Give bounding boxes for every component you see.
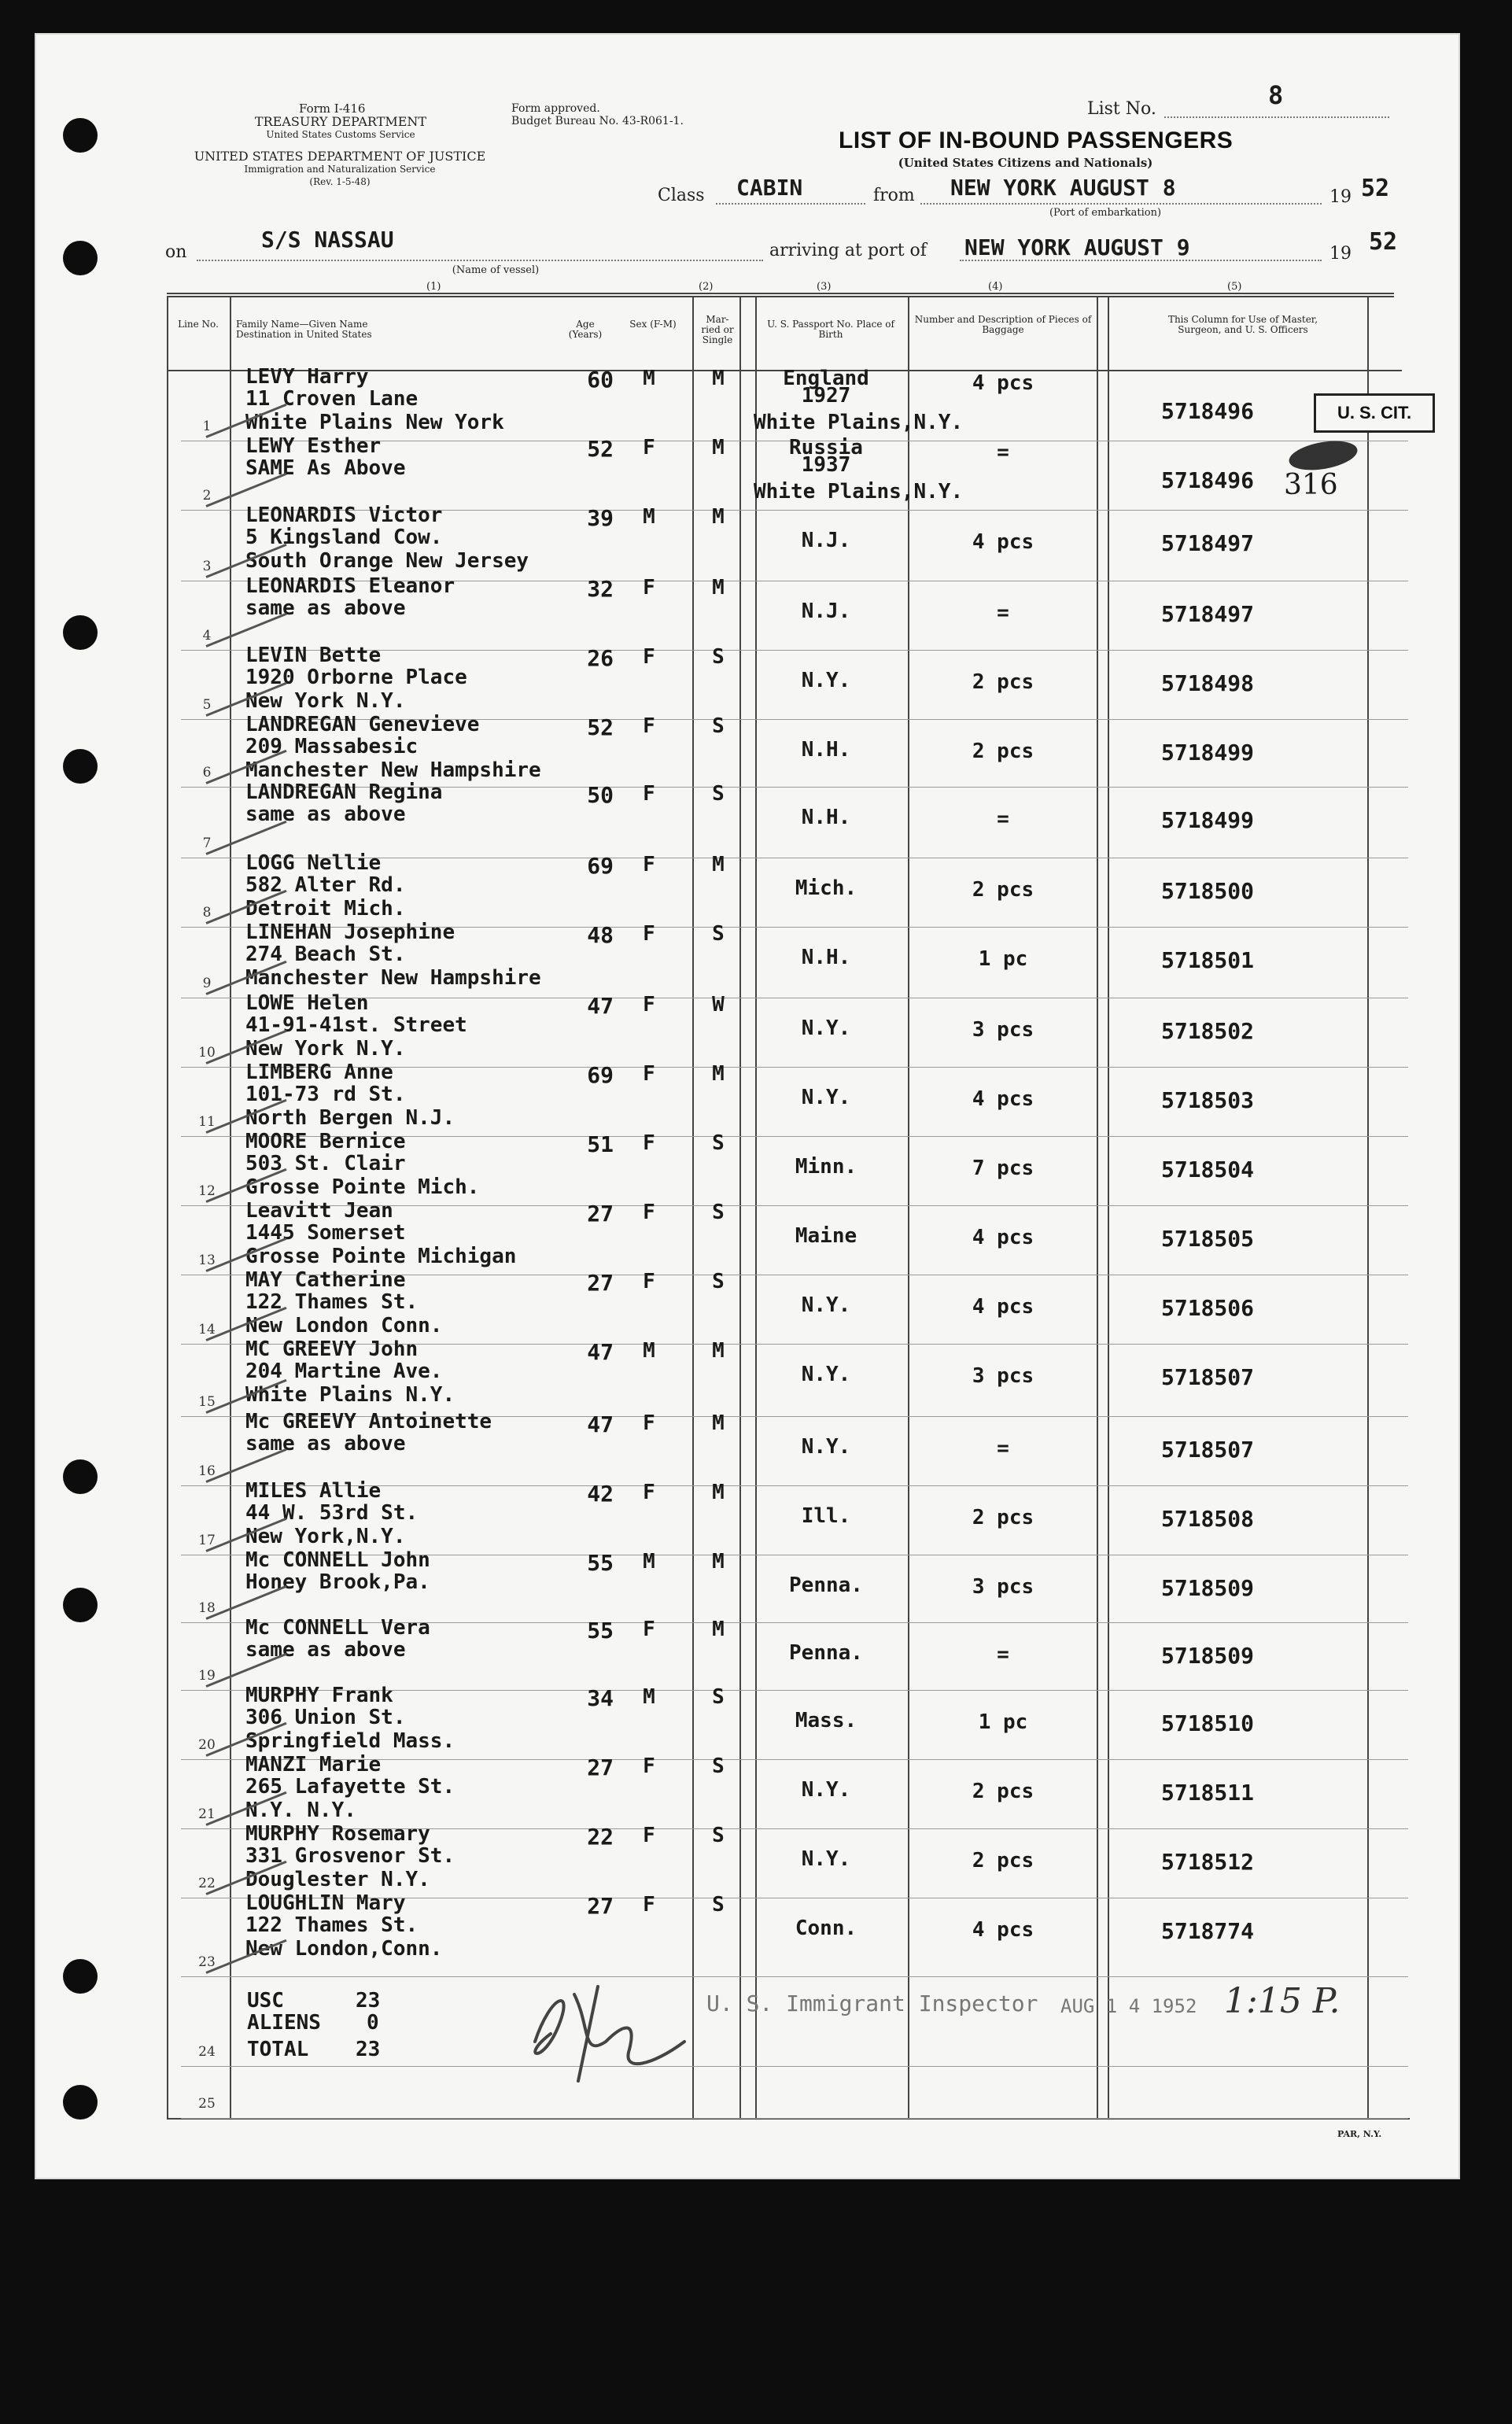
passenger-age: 26 [587,645,614,671]
passenger-name: MANZI Marie [245,1753,382,1776]
passport-number: 5718500 [1160,878,1254,904]
passenger-sex: F [643,1270,655,1293]
binder-hole [63,615,98,650]
row-line-number: 3 [202,559,212,574]
passport-number: 5718512 [1160,1849,1254,1875]
passenger-sex: F [643,853,655,876]
baggage-count: = [997,1643,1009,1666]
row-divider [181,2066,1408,2067]
passenger-age: 22 [587,1824,614,1850]
passenger-sex: F [643,436,655,459]
row-line-number: 14 [198,1322,216,1337]
passenger-age: 52 [587,714,614,740]
passenger-age: 50 [587,782,614,808]
passenger-sex: F [643,1131,655,1155]
vessel-note: (Name of vessel) [452,264,540,276]
passenger-address-2: South Orange New Jersey [245,549,529,573]
passenger-name: Leavitt Jean [245,1199,393,1223]
row-line-number: 22 [198,1876,216,1891]
passenger-address-1: 1445 Somerset [245,1221,406,1245]
passenger-name: LEVIN Bette [245,644,382,667]
passenger-age: 69 [587,853,614,879]
passenger-birthplace: Russia [789,436,863,459]
passenger-address-1: 582 Alter Rd. [245,873,406,897]
total-count: 23 [356,2038,381,2061]
passenger-age: 27 [587,1201,614,1227]
passenger-birthplace: N.Y. [801,1086,851,1109]
passenger-marital-status: M [712,505,725,529]
class-label: Class [658,186,705,205]
revision: (Rev. 1-5-48) [309,176,371,187]
passport-number: 5718505 [1160,1226,1254,1252]
passport-number: 5718496 [1160,398,1254,424]
passenger-name: MAY Catherine [245,1268,406,1292]
baggage-count: 7 pcs [972,1157,1034,1180]
passenger-name: Mc CONNELL John [245,1548,430,1572]
passport-number: 5718501 [1160,947,1254,973]
passenger-age: 52 [587,436,614,462]
passport-number: 5718509 [1160,1643,1254,1669]
port-embarkation-note: (Port of embarkation) [1049,207,1162,219]
passenger-birthplace: N.Y. [801,1435,851,1459]
col-number-1: (1) [426,281,441,293]
passenger-sex: F [643,782,655,806]
passenger-birthplace: N.Y. [801,1293,851,1317]
passenger-sex: F [643,645,655,669]
passenger-address-1: 265 Lafayette St. [245,1775,455,1799]
passenger-address-1: 5 Kingsland Cow. [245,526,443,549]
col-header-baggage: Number and Description of Pieces of Baggage [914,314,1092,335]
row-line-number: 17 [198,1533,216,1548]
passenger-age: 47 [587,1339,614,1365]
passport-number: 5718510 [1160,1710,1254,1736]
passenger-address-2: Springfield Mass. [245,1729,455,1753]
row-line-number: 24 [198,2044,216,2060]
passenger-sex: M [643,1550,655,1574]
passenger-birthplace: N.H. [801,946,851,969]
dept-name: TREASURY DEPARTMENT [254,114,427,129]
row-line-number: 2 [202,488,212,504]
passenger-residence: White Plains,N.Y. [754,480,964,504]
passenger-marital-status: M [712,853,725,876]
passenger-birthplace: N.J. [801,600,851,623]
passport-number: 5718509 [1160,1575,1254,1601]
annotation-316: 316 [1284,469,1338,501]
passenger-address-2: White Plains New York [245,411,504,434]
passenger-birthplace: Maine [795,1224,857,1248]
passenger-sex: F [643,1893,655,1917]
row-line-number: 11 [198,1114,216,1130]
passenger-sex: M [643,367,655,390]
passenger-marital-status: S [712,1754,725,1778]
row-line-number: 13 [198,1253,216,1268]
row-line-number: 6 [202,765,212,780]
passenger-name: LEVY Harry [245,365,369,389]
inspector-signature [503,1963,708,2089]
baggage-count: 2 pcs [972,1506,1034,1529]
passenger-residence: White Plains,N.Y. [754,411,964,434]
passenger-sex: F [643,1481,655,1504]
passenger-sex: F [643,993,655,1016]
passenger-name: LOUGHLIN Mary [245,1891,406,1915]
passenger-name: LOGG Nellie [245,851,382,875]
customs-service: United States Customs Service [266,129,415,140]
passenger-name: Mc GREEVY Antoinette [245,1410,492,1433]
passenger-birth-year: 1937 [801,453,851,477]
passport-number: 5718497 [1160,530,1254,556]
document-title: LIST OF IN-BOUND PASSENGERS [839,127,1234,153]
passenger-age: 48 [587,922,614,948]
passenger-address-1: 122 Thames St. [245,1913,419,1937]
passenger-marital-status: M [712,436,725,459]
passenger-address-1: 209 Massabesic [245,735,419,758]
passenger-address-1: 11 Croven Lane [245,387,419,411]
row-line-number: 19 [198,1668,216,1684]
passport-number: 5718507 [1160,1364,1254,1390]
passenger-address-2: Manchester New Hampshire [245,758,541,782]
year-value-2: 52 [1369,228,1398,256]
passenger-sex: F [643,922,655,946]
passenger-address-2: Douglester N.Y. [245,1868,430,1891]
row-line-number: 25 [198,2096,216,2112]
row-line-number: 20 [198,1737,216,1753]
passenger-marital-status: W [712,993,725,1016]
passenger-name: LEONARDIS Victor [245,504,443,527]
binder-hole [63,1959,98,1994]
arrival-port-value: NEW YORK AUGUST 9 [964,234,1190,260]
baggage-count: 3 pcs [972,1364,1034,1388]
passenger-marital-status: S [712,1893,725,1917]
passenger-marital-status: M [712,1618,725,1641]
baggage-count: 1 pc [978,1710,1028,1734]
passenger-marital-status: S [712,1824,725,1847]
baggage-count: 3 pcs [972,1018,1034,1042]
row-divider [181,2118,1408,2119]
passenger-name: MC GREEVY John [245,1337,419,1361]
passenger-age: 39 [587,505,614,531]
passenger-address-2: New London,Conn. [245,1937,443,1961]
binder-hole [63,749,98,784]
passenger-marital-status: S [712,1270,725,1293]
list-no-value: 8 [1268,80,1284,110]
passenger-birthplace: Minn. [795,1155,857,1179]
passenger-age: 32 [587,576,614,602]
passenger-marital-status: S [712,645,725,669]
usc-label: USC [247,1989,284,2013]
from-value: NEW YORK AUGUST 8 [950,175,1176,201]
passenger-address-1: 204 Martine Ave. [245,1360,443,1383]
baggage-count: 4 pcs [972,1087,1034,1111]
passport-number: 5718498 [1160,670,1254,696]
passport-number: 5718499 [1160,740,1254,766]
passenger-name: LANDREGAN Regina [245,780,443,804]
passenger-age: 27 [587,1754,614,1780]
printer-mark: PAR, N.Y. [1337,2129,1382,2139]
passenger-address-2: White Plains N.Y. [245,1383,455,1407]
passenger-name: MURPHY Rosemary [245,1822,430,1846]
passenger-marital-status: S [712,1131,725,1155]
passenger-marital-status: S [712,782,725,806]
passenger-address-2: New York N.Y. [245,689,406,713]
passenger-age: 47 [587,1411,614,1437]
col-number-5: (5) [1227,281,1242,293]
passenger-age: 27 [587,1270,614,1296]
approval-line-2: Budget Bureau No. 43-R061-1. [511,115,684,127]
passenger-birthplace: N.Y. [801,1778,851,1802]
passenger-sex: F [643,1754,655,1778]
passenger-address-1: 44 W. 53rd St. [245,1501,419,1525]
passenger-address-2: New London Conn. [245,1314,443,1337]
baggage-count: 4 pcs [972,1226,1034,1249]
baggage-count: 4 pcs [972,1918,1034,1942]
passenger-address-2: N.Y. N.Y. [245,1799,356,1822]
justice-dept: UNITED STATES DEPARTMENT OF JUSTICE [194,149,486,164]
passenger-marital-status: M [712,1062,725,1086]
passenger-age: 42 [587,1481,614,1507]
passenger-address-1: same as above [245,1432,406,1456]
passenger-sex: F [643,1411,655,1435]
form-number: Form I-416 [299,101,366,116]
baggage-count: 2 pcs [972,1780,1034,1803]
passenger-sex: F [643,1062,655,1086]
aliens-count: 0 [367,2011,379,2035]
passport-number: 5718506 [1160,1295,1254,1321]
passenger-birthplace: N.Y. [801,669,851,692]
passenger-address-1: 122 Thames St. [245,1290,419,1314]
passenger-age: 55 [587,1550,614,1576]
passenger-age: 51 [587,1131,614,1157]
passenger-address-1: 331 Grosvenor St. [245,1844,455,1868]
col-number-2: (2) [699,281,714,293]
row-divider [181,1976,1408,1977]
baggage-count: 4 pcs [972,371,1034,395]
passenger-birthplace: Mich. [795,876,857,900]
passenger-address-2: New York,N.Y. [245,1525,406,1548]
passenger-marital-status: M [712,367,725,390]
baggage-count: 3 pcs [972,1575,1034,1599]
passport-number: 5718504 [1160,1157,1254,1182]
binder-hole [63,118,98,153]
col-number-3: (3) [817,281,832,293]
passenger-sex: F [643,1618,655,1641]
baggage-count: = [997,1437,1009,1460]
passenger-birthplace: N.Y. [801,1847,851,1871]
row-line-number: 9 [202,976,212,991]
baggage-count: = [997,441,1009,464]
baggage-count: 2 pcs [972,670,1034,694]
class-value: CABIN [736,175,803,201]
baggage-count: = [997,601,1009,625]
passenger-birthplace: N.J. [801,529,851,552]
passport-number: 5718511 [1160,1780,1254,1806]
inspector-title: U. S. Immigrant Inspector [706,1990,1038,2016]
baggage-count: 4 pcs [972,530,1034,554]
passenger-marital-status: M [712,1339,725,1363]
row-line-number: 10 [198,1045,216,1061]
passenger-sex: F [643,1824,655,1847]
year-value-1: 52 [1361,175,1390,202]
row-line-number: 5 [202,697,212,713]
baggage-count: 1 pc [978,947,1028,971]
total-label: TOTAL [247,2038,309,2061]
passenger-address-2: Grosse Pointe Michigan [245,1245,517,1268]
col-header-line-no: Line No. [178,319,219,330]
row-line-number: 23 [198,1954,216,1970]
col-header-sex: Sex (F-M) [629,319,677,330]
passenger-birthplace: N.H. [801,806,851,829]
passenger-address-1: 101-73 rd St. [245,1083,406,1106]
passenger-sex: M [643,1685,655,1709]
passenger-marital-status: M [712,576,725,600]
passenger-address-1: Honey Brook,Pa. [245,1570,430,1594]
col-header-name: Family Name—Given Name Destination in United States [236,319,372,340]
inspection-date: AUG 1 4 1952 [1060,1995,1197,2017]
passenger-marital-status: S [712,922,725,946]
on-label: on [165,242,187,262]
us-citizen-badge: U. S. CIT. [1314,393,1435,433]
passenger-name: MURPHY Frank [245,1684,393,1707]
binder-hole [63,241,98,275]
passenger-name: MOORE Bernice [245,1130,406,1153]
passenger-name: MILES Allie [245,1479,382,1503]
passport-number: 5718497 [1160,601,1254,627]
passenger-address-1: same as above [245,802,406,826]
passenger-age: 69 [587,1062,614,1088]
baggage-count: = [997,807,1009,831]
passenger-sex: M [643,1339,655,1363]
passenger-marital-status: M [712,1411,725,1435]
passenger-address-1: 503 St. Clair [245,1152,406,1175]
passenger-name: LEWY Esther [245,434,382,458]
binder-hole [63,1459,98,1494]
passenger-address-2: Grosse Pointe Mich. [245,1175,480,1199]
passenger-birthplace: Penna. [789,1574,863,1597]
passenger-address-1: 274 Beach St. [245,943,406,966]
passenger-name: LIMBERG Anne [245,1061,393,1084]
passport-number: 5718496 [1160,467,1254,493]
row-line-number: 21 [198,1806,216,1822]
usc-count: 23 [356,1989,381,2013]
passenger-marital-status: M [712,1481,725,1504]
passenger-marital-status: M [712,1550,725,1574]
col-header-age: Age (Years) [568,319,603,340]
row-line-number: 4 [202,628,212,644]
passenger-birthplace: N.Y. [801,1016,851,1040]
passenger-birthplace: Mass. [795,1709,857,1732]
ins-name: Immigration and Naturalization Service [244,164,436,175]
binder-hole [63,2085,98,2120]
binder-hole [63,1588,98,1622]
passenger-address-1: same as above [245,596,406,620]
vessel-name: S/S NASSAU [261,227,394,253]
inspection-time: 1:15 P. [1224,1981,1341,2021]
passenger-address-2: New York N.Y. [245,1037,406,1061]
baggage-count: 2 pcs [972,1849,1034,1872]
row-line-number: 18 [198,1600,216,1616]
passenger-marital-status: S [712,714,725,738]
passport-number: 5718499 [1160,807,1254,833]
passenger-marital-status: S [712,1685,725,1709]
passport-number: 5718503 [1160,1087,1254,1113]
passenger-address-2: Detroit Mich. [245,897,406,921]
passenger-sex: F [643,1201,655,1224]
row-line-number: 1 [202,419,212,434]
col-header-passport: U. S. Passport No. Place of Birth [767,319,894,340]
passenger-sex: F [643,576,655,600]
passenger-address-1: 41-91-41st. Street [245,1013,467,1037]
col-header-married: Mar-ried or Single [701,314,734,345]
col-number-4: (4) [988,281,1003,293]
approval-line-1: Form approved. [511,102,600,115]
passenger-address-1: 306 Union St. [245,1706,406,1729]
passport-number: 5718508 [1160,1506,1254,1532]
passenger-age: 55 [587,1618,614,1644]
baggage-count: 4 pcs [972,1295,1034,1319]
passenger-birthplace: England [783,367,869,390]
passenger-age: 34 [587,1685,614,1711]
passenger-address-1: SAME As Above [245,456,406,480]
passenger-name: LANDREGAN Genevieve [245,713,480,736]
passenger-birth-year: 1927 [801,384,851,408]
passenger-name: LOWE Helen [245,991,369,1015]
baggage-count: 2 pcs [972,740,1034,763]
year-prefix-2: 19 [1329,244,1352,264]
passenger-birthplace: N.Y. [801,1363,851,1386]
list-no-label: List No. [1087,99,1156,119]
passenger-name: LINEHAN Josephine [245,921,455,944]
passport-number: 5718502 [1160,1018,1254,1044]
col-header-officers: This Column for Use of Master, Surgeon, and U. S. Officers [1167,314,1318,335]
row-line-number: 15 [198,1394,216,1410]
passenger-age: 60 [587,367,614,393]
aliens-label: ALIENS [247,2011,321,2035]
passenger-birthplace: Penna. [789,1641,863,1665]
passenger-birthplace: N.H. [801,738,851,762]
passenger-birthplace: Ill. [801,1504,851,1528]
document-subtitle: (United States Citizens and Nationals) [898,156,1153,170]
passenger-age: 27 [587,1893,614,1919]
passport-number: 5718507 [1160,1437,1254,1463]
passenger-address-1: same as above [245,1638,406,1662]
row-line-number: 8 [202,905,212,921]
passenger-address-2: Manchester New Hampshire [245,966,541,990]
passenger-name: Mc CONNELL Vera [245,1616,430,1640]
passenger-age: 47 [587,993,614,1019]
baggage-count: 2 pcs [972,878,1034,902]
passenger-sex: F [643,714,655,738]
row-line-number: 7 [202,836,212,851]
passenger-address-2: North Bergen N.J. [245,1106,455,1130]
passenger-name: LEONARDIS Eleanor [245,574,455,598]
year-prefix-1: 19 [1329,187,1352,207]
from-label: from [873,186,915,205]
arriving-label: arriving at port of [769,241,927,260]
passenger-birthplace: Conn. [795,1917,857,1940]
passenger-address-1: 1920 Orborne Place [245,666,467,689]
row-line-number: 12 [198,1183,216,1199]
row-line-number: 16 [198,1463,216,1479]
passport-number: 5718774 [1160,1918,1254,1944]
passenger-marital-status: S [712,1201,725,1224]
passenger-sex: M [643,505,655,529]
